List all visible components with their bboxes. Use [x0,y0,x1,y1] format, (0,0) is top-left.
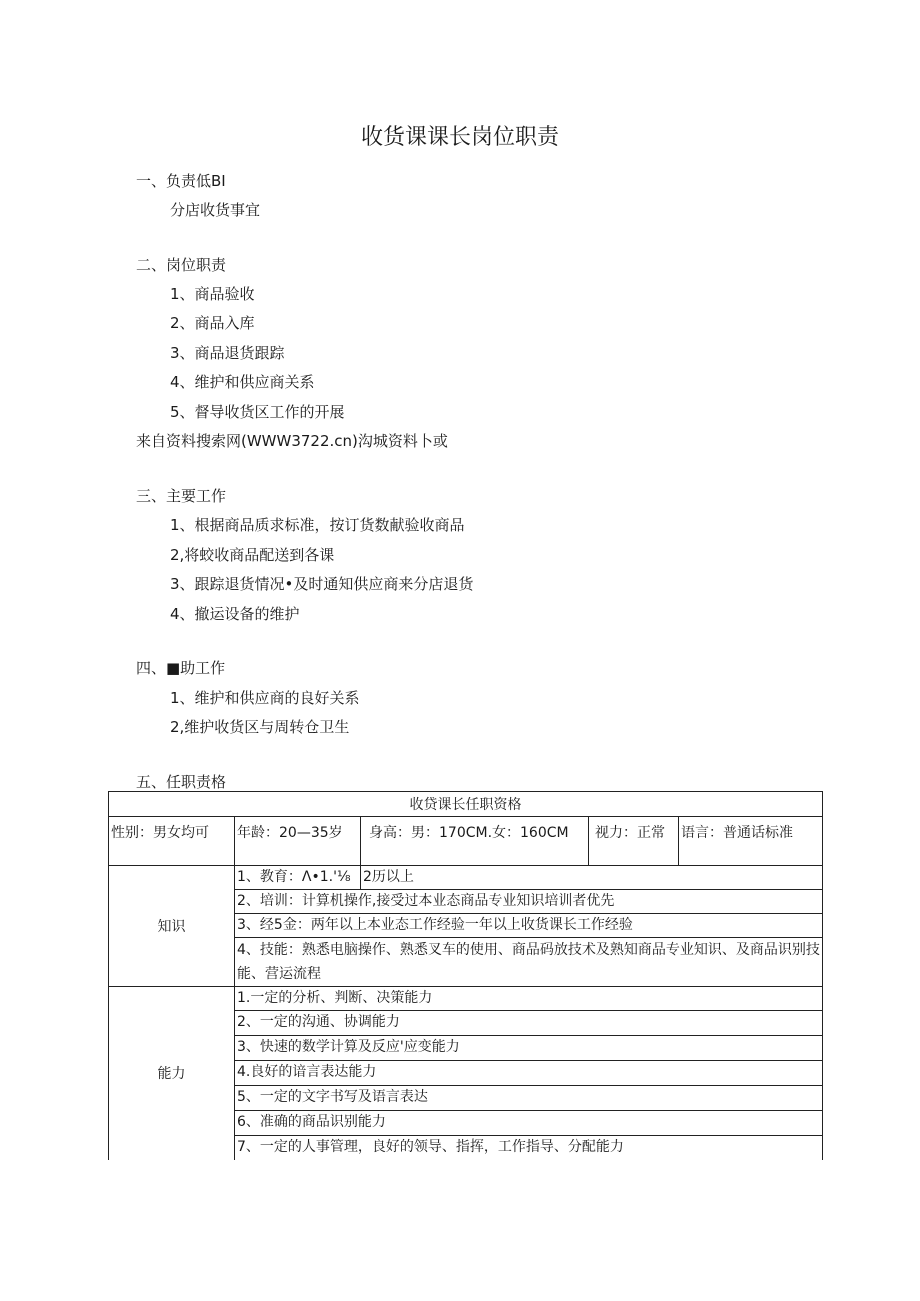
list-item: 2、商品入库 [170,314,255,332]
section-3-heading: 三、主要工作 [136,487,227,505]
table-row [109,817,823,866]
ability-item: 3、快速的数学计算及反应'应变能力 [235,1036,823,1061]
age-cell: 年龄：20—35岁 [235,817,361,866]
page-title: 收货课课长岗位职责 [360,125,559,150]
section-1-heading: 一、负责低BI [136,172,226,190]
education-cell-continued: 2历以上 [361,866,823,890]
list-item: 3、跟踪退货情况•及时通知供应商来分店退货 [170,575,474,593]
ability-item: 5、一定的文字书写及语言表达 [235,1086,823,1111]
training-cell: 2、培训：计算机操作,接受过本业态商品专业知识培训者优先 [235,890,823,914]
education-cell: 1、教育：Λ•1.'⅛ [235,866,361,890]
knowledge-label: 知识 [109,866,235,987]
language-cell: 语言：普通话标准 [679,817,823,866]
table-row [109,792,823,817]
ability-item: 7、一定的人事管理，良好的领导、指挥，工作指导、分配能力 [235,1136,823,1160]
experience-cell: 3、经5金：两年以上本业态工作经验一年以上收货课长工作经验 [235,914,823,938]
gender-cell: 性别：男女均可 [109,817,235,866]
skills-cell: 4、技能：熟悉电脑操作、熟悉叉车的使用、商品码放技术及熟知商品专业知识、及商品识别技能、营运流程 [235,938,823,987]
ability-item: 2、一定的沟通、协调能力 [235,1011,823,1036]
list-item: 2,将蛟收商品配送到各课 [170,546,335,564]
qualification-table [108,791,823,1160]
ability-item: 6、准确的商品识别能力 [235,1111,823,1136]
table-row [109,987,823,1011]
list-item: 1、维护和供应商的良好关系 [170,689,360,707]
list-item: 2,维护收货区与周转仓卫生 [170,718,350,736]
section-1-content: 分店收货事宜 [170,201,261,219]
table-title: 收贷课长任职资格 [109,792,823,817]
list-item: 1、根据商品质求标准，按订货数献验收商品 [170,516,465,534]
list-item: 1、商品验收 [170,285,255,303]
list-item: 4、撤运设备的维护 [170,605,300,623]
list-item: 4、维护和供应商关系 [170,373,315,391]
list-item: 3、商品退货跟踪 [170,344,285,362]
ability-label: 能力 [109,987,235,1160]
height-cell: 身高：男：170CM.女：160CM [361,817,589,866]
ability-item: 4.良好的谙言表达能力 [235,1061,823,1086]
section-2-heading: 二、岗位职责 [136,256,227,274]
section-4-heading: 四、■助工作 [136,659,226,677]
ability-item: 1.一定的分析、判断、决策能力 [235,987,823,1011]
source-note: 来自资料搜索网(WWW3722.cn)沟城资料卜或 [136,432,448,450]
table-row [109,866,823,890]
list-item: 5、督导收货区工作的开展 [170,403,345,421]
section-5-heading: 五、任职责格 [136,773,227,791]
vision-cell: 视力：正常 [589,817,679,866]
